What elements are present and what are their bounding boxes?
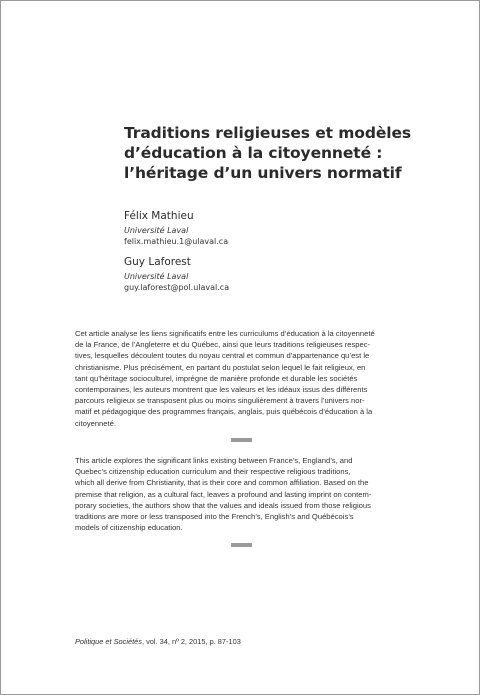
abstract-line: de la France, de l’Angleterre et du Québec, ainsi que leurs traditions religieuses respec- [75, 340, 371, 350]
author-name: Félix Mathieu [124, 210, 194, 222]
author-name: Guy Laforest [124, 256, 191, 268]
abstract-line: Cet article analyse les liens significatifs entre les curriculums d’éducation à la citoyenneté [75, 329, 375, 338]
section-separator [231, 438, 252, 442]
abstract-line: traditions are more or less transposed into the French’s, English’s and Québécois’s [75, 512, 354, 522]
abstract-line: Quebec’s citizenship education curriculum and their respective religious traditions, [75, 467, 351, 477]
author-block [124, 209, 364, 247]
title-line: l’héritage d’un univers normatif [124, 164, 402, 182]
article-title [124, 123, 454, 183]
abstract-line: which all derive from Christianity, that is their core and common affiliation. Based on the [75, 478, 369, 488]
author-affiliation: Université Laval [124, 272, 189, 281]
abstract-line: citoyenneté. [75, 418, 116, 428]
section-separator [231, 543, 252, 547]
citation-footer [75, 637, 241, 646]
abstract-line: models of citizenship education. [75, 523, 183, 533]
author-email: felix.mathieu.1@ulaval.ca [124, 237, 229, 246]
abstract-line: premise that religion, as a cultural fact, leaves a profound and lasting imprint on contem- [75, 489, 372, 499]
abstract-line: matif et pédagogique des programmes français, anglais, puis québécois d’éducation à la [75, 407, 373, 417]
abstract-line: This article explores the significant links existing between France’s, England’s, and [75, 456, 353, 465]
author-affiliation: Université Laval [124, 226, 189, 235]
author-email: guy.laforest@pol.ulaval.ca [124, 283, 230, 292]
abstract-line: tives, lesquelles découlent toutes du noyau central et commun d’appartenance qu’est le [75, 351, 370, 361]
title-line: Traditions religieuses et modèles [124, 124, 411, 142]
abstract-english [75, 455, 431, 533]
abstract-line: tant qu’héritage socioculturel, imprègne de manière profonde et durable les sociétés [75, 373, 358, 383]
author-block [124, 255, 364, 293]
abstract-french [75, 328, 431, 429]
abstract-line: porary societies, the authors show that the values and ideals issued from those religious [75, 500, 371, 510]
citation-details: , vol. 34, nº 2, 2015, p. 87-103 [141, 637, 241, 646]
title-line: d’éducation à la citoyenneté : [124, 144, 383, 162]
abstract-line: parcours religieux se transposent plus ou moins singulièrement à travers l’univers nor- [75, 396, 365, 406]
journal-name: Politique et Sociétés [75, 637, 142, 646]
abstract-line: christianisme. Plus précisément, en partant du postulat selon lequel le fait religieux, en [75, 362, 366, 372]
abstract-line: contemporaines, les auteurs montrent que les valeurs et les idéaux issus des différents [75, 385, 368, 395]
